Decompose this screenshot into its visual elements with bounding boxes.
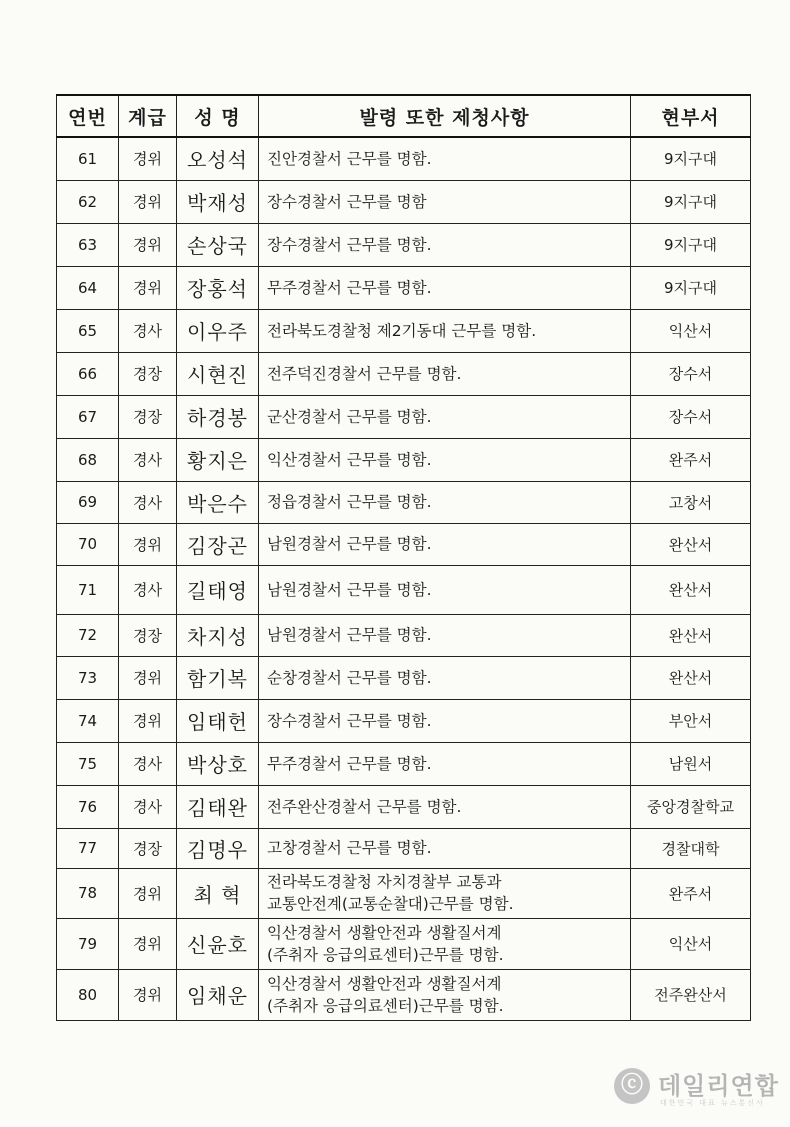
cell-grade: 경위 [119, 266, 177, 309]
header-name: 성 명 [177, 95, 259, 137]
table-row [57, 266, 751, 309]
detail-line: 남원경찰서 근무를 명함. [267, 580, 432, 599]
watermark [614, 1062, 784, 1112]
cell-dept: 중앙경찰학교 [631, 785, 751, 828]
detail-line: 전라북도경찰청 제2기동대 근무를 명함. [267, 321, 537, 340]
cell-dept: 완주서 [631, 868, 751, 918]
cell-grade: 경장 [119, 352, 177, 395]
table-row [57, 742, 751, 785]
cell-name: 이우주 [177, 309, 259, 352]
table-row [57, 828, 751, 868]
cell-no: 66 [57, 352, 119, 395]
watermark-subtitle: 대한민국 대표 뉴스통신사 [660, 1099, 765, 1107]
table-row [57, 481, 751, 523]
cell-detail [259, 742, 631, 785]
cell-detail [259, 352, 631, 395]
detail-line: 진안경찰서 근무를 명함. [267, 149, 432, 168]
cell-name: 함기복 [177, 656, 259, 699]
detail-line: 익산경찰서 근무를 명함. [267, 450, 432, 469]
cell-name: 최 혁 [177, 868, 259, 918]
cell-no: 64 [57, 266, 119, 309]
cell-detail [259, 868, 631, 918]
cell-no: 78 [57, 868, 119, 918]
cell-detail [259, 565, 631, 614]
table-row [57, 180, 751, 223]
cell-dept: 경찰대학 [631, 828, 751, 868]
cell-name: 박상호 [177, 742, 259, 785]
cell-name: 황지은 [177, 438, 259, 481]
cell-no: 63 [57, 223, 119, 266]
cell-name: 김명우 [177, 828, 259, 868]
detail-line: 무주경찰서 근무를 명함. [267, 754, 432, 773]
cell-grade: 경위 [119, 137, 177, 180]
table-row [57, 223, 751, 266]
detail-line: 교통안전계(교통순찰대)근무를 명함. [267, 895, 514, 913]
cell-name: 손상국 [177, 223, 259, 266]
detail-line: 전주덕진경찰서 근무를 명함. [267, 364, 462, 383]
cell-grade: 경위 [119, 656, 177, 699]
detail-line: 익산경찰서 생활안전과 생활질서계 [267, 923, 502, 942]
detail-line: 익산경찰서 생활안전과 생활질서계 [267, 974, 502, 993]
cell-no: 71 [57, 565, 119, 614]
cell-grade: 경장 [119, 614, 177, 656]
cell-dept: 9지구대 [631, 137, 751, 180]
detail-line: 남원경찰서 근무를 명함. [267, 626, 432, 644]
cell-name: 길태영 [177, 565, 259, 614]
cell-grade: 경위 [119, 969, 177, 1020]
cell-detail [259, 180, 631, 223]
header-detail: 발령 또한 제청사항 [259, 95, 631, 137]
cell-dept: 완주서 [631, 438, 751, 481]
cell-detail [259, 266, 631, 309]
cell-dept: 장수서 [631, 395, 751, 438]
cell-detail [259, 137, 631, 180]
watermark-logo-icon: ⓒ [614, 1068, 650, 1104]
table-row [57, 656, 751, 699]
header-grade: 계급 [119, 95, 177, 137]
cell-grade: 경사 [119, 481, 177, 523]
cell-name: 하경봉 [177, 395, 259, 438]
cell-detail [259, 481, 631, 523]
cell-no: 68 [57, 438, 119, 481]
table-row [57, 395, 751, 438]
cell-grade: 경위 [119, 523, 177, 565]
detail-line: (주취자 응급의료센터)근무를 명함. [267, 945, 504, 964]
cell-grade: 경위 [119, 699, 177, 742]
cell-detail [259, 699, 631, 742]
table-row [57, 969, 751, 1020]
cell-no: 70 [57, 523, 119, 565]
table-row [57, 868, 751, 918]
cell-dept: 전주완산서 [631, 969, 751, 1020]
detail-line: 장수경찰서 근무를 명함. [267, 235, 432, 254]
cell-detail [259, 969, 631, 1020]
cell-name: 박은수 [177, 481, 259, 523]
cell-no: 61 [57, 137, 119, 180]
cell-dept: 완산서 [631, 614, 751, 656]
cell-no: 75 [57, 742, 119, 785]
header-no: 연번 [57, 95, 119, 137]
cell-grade: 경위 [119, 223, 177, 266]
detail-line: 군산경찰서 근무를 명함. [267, 407, 432, 426]
cell-no: 74 [57, 699, 119, 742]
cell-no: 73 [57, 656, 119, 699]
cell-no: 65 [57, 309, 119, 352]
table-row [57, 785, 751, 828]
cell-grade: 경위 [119, 918, 177, 969]
cell-name: 박재성 [177, 180, 259, 223]
cell-dept: 남원서 [631, 742, 751, 785]
detail-line: (주취자 응급의료센터)근무를 명함. [267, 996, 504, 1015]
cell-dept: 완산서 [631, 656, 751, 699]
cell-grade: 경사 [119, 742, 177, 785]
cell-grade: 경장 [119, 828, 177, 868]
cell-detail [259, 438, 631, 481]
cell-dept: 익산서 [631, 309, 751, 352]
header-dept: 현부서 [631, 95, 751, 137]
cell-detail [259, 656, 631, 699]
cell-dept: 9지구대 [631, 180, 751, 223]
cell-detail [259, 828, 631, 868]
detail-line: 고창경찰서 근무를 명함. [267, 839, 432, 857]
cell-no: 76 [57, 785, 119, 828]
cell-name: 김태완 [177, 785, 259, 828]
cell-name: 차지성 [177, 614, 259, 656]
cell-grade: 경위 [119, 180, 177, 223]
detail-line: 전라북도경찰청 자치경찰부 교통과 [267, 873, 502, 891]
cell-no: 69 [57, 481, 119, 523]
cell-no: 72 [57, 614, 119, 656]
table-row [57, 352, 751, 395]
cell-name: 장홍석 [177, 266, 259, 309]
cell-detail [259, 785, 631, 828]
cell-detail [259, 395, 631, 438]
cell-name: 임태헌 [177, 699, 259, 742]
watermark-name: 데일리연합 [658, 1072, 779, 1100]
table-row [57, 918, 751, 969]
cell-name: 신윤호 [177, 918, 259, 969]
detail-line: 남원경찰서 근무를 명함. [267, 535, 432, 553]
cell-no: 77 [57, 828, 119, 868]
cell-dept: 9지구대 [631, 266, 751, 309]
cell-grade: 경사 [119, 309, 177, 352]
cell-name: 임채운 [177, 969, 259, 1020]
cell-dept: 완산서 [631, 565, 751, 614]
detail-line: 무주경찰서 근무를 명함. [267, 278, 432, 297]
table-row [57, 309, 751, 352]
detail-line: 전주완산경찰서 근무를 명함. [267, 797, 462, 816]
cell-grade: 경사 [119, 785, 177, 828]
cell-dept: 고창서 [631, 481, 751, 523]
cell-detail [259, 523, 631, 565]
cell-no: 67 [57, 395, 119, 438]
cell-name: 김장곤 [177, 523, 259, 565]
detail-line: 장수경찰서 근무를 명함. [267, 711, 432, 730]
detail-line: 정읍경찰서 근무를 명함. [267, 493, 432, 511]
cell-grade: 경사 [119, 565, 177, 614]
personnel-table [56, 94, 751, 1021]
table-row [57, 523, 751, 565]
table-header-row [57, 95, 751, 137]
detail-line: 장수경찰서 근무를 명함 [267, 192, 427, 211]
cell-dept: 9지구대 [631, 223, 751, 266]
cell-detail [259, 223, 631, 266]
cell-grade: 경위 [119, 868, 177, 918]
cell-grade: 경사 [119, 438, 177, 481]
table-row [57, 565, 751, 614]
cell-no: 80 [57, 969, 119, 1020]
table-row [57, 614, 751, 656]
cell-dept: 부안서 [631, 699, 751, 742]
cell-grade: 경장 [119, 395, 177, 438]
table-body [57, 137, 751, 1020]
table-row [57, 699, 751, 742]
table-row [57, 438, 751, 481]
cell-no: 79 [57, 918, 119, 969]
cell-detail [259, 309, 631, 352]
cell-name: 시현진 [177, 352, 259, 395]
cell-dept: 익산서 [631, 918, 751, 969]
cell-name: 오성석 [177, 137, 259, 180]
cell-dept: 장수서 [631, 352, 751, 395]
cell-detail [259, 918, 631, 969]
cell-dept: 완산서 [631, 523, 751, 565]
table-row [57, 137, 751, 180]
detail-line: 순창경찰서 근무를 명함. [267, 668, 432, 687]
cell-no: 62 [57, 180, 119, 223]
cell-detail [259, 614, 631, 656]
